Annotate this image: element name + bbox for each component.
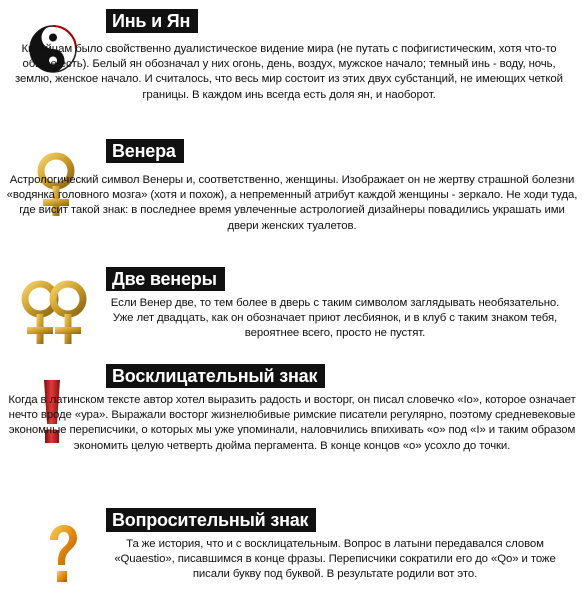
section-yin-yang xyxy=(0,0,584,135)
section-question xyxy=(0,504,584,600)
section-title: Вопросительный знак xyxy=(106,508,316,532)
section-two-venus xyxy=(0,265,584,362)
section-text: Когда в латинском тексте автор хотел выразить радость и восторг, он писал словечко «Io», которое означает нечто вроде «ура». Выражали восторг жизнелюбивые римские писатели регулярно, поэтому средневековые экономные переписчики, о которых мы уже упоминали, наловчились впихивать «о» под «I» и таким образом экономить целую четверть дюйма пергамента. В конце концов «о» усохло до точки. xyxy=(8,394,576,452)
section-exclamation xyxy=(0,362,584,504)
section-title: Инь и Ян xyxy=(106,9,198,33)
section-text: Астрологический символ Венеры и, соответственно, женщины. Изображает он не жертву страшной болезни «водянка головного мозга» (хотя и похож), а непременный атрибут каждой женщины - зеркало. Не ходи туда, где висит такой знак: в последнее время увлеченные астрологией дизайнеры повадились украшать ими двери женских туалетов. xyxy=(6,174,578,232)
section-text: Если Венер две, то тем более в дверь с таким символом заглядывать необязательно. Уже лет двадцать, как он обозначает приют лесбиянок, и в клуб с таким знаком тебя, вероятнее всего, просто не пустят. xyxy=(110,297,560,340)
section-title: Восклицательный знак xyxy=(106,364,325,388)
section-text: Та же история, что и с восклицательным. Вопрос в латыни передавался словом «Quaestio», писавшимся в конце фразы. Переписчики сократили его до «Qo» и тоже писали букву под буквой. В результате родили вот это. xyxy=(114,538,556,581)
section-title: Две венеры xyxy=(106,267,225,291)
question-icon xyxy=(46,524,80,588)
section-venus xyxy=(0,135,584,265)
double-venus-icon xyxy=(14,279,96,349)
section-text: Китайцам было свойственно дуалистическое видение мира (не путать с пофигистическим, хотя что-то общее есть). Белый ян обозначал у них огонь, день, воздух, мужское начало; темный инь - воду, ночь, землю, женское начало. И считалось, что весь мир состоит из этих двух субстанций, не имеющих четкой границы. В каждом инь всегда есть доля ян, и наоборот. xyxy=(15,43,563,101)
section-title: Венера xyxy=(106,139,184,163)
